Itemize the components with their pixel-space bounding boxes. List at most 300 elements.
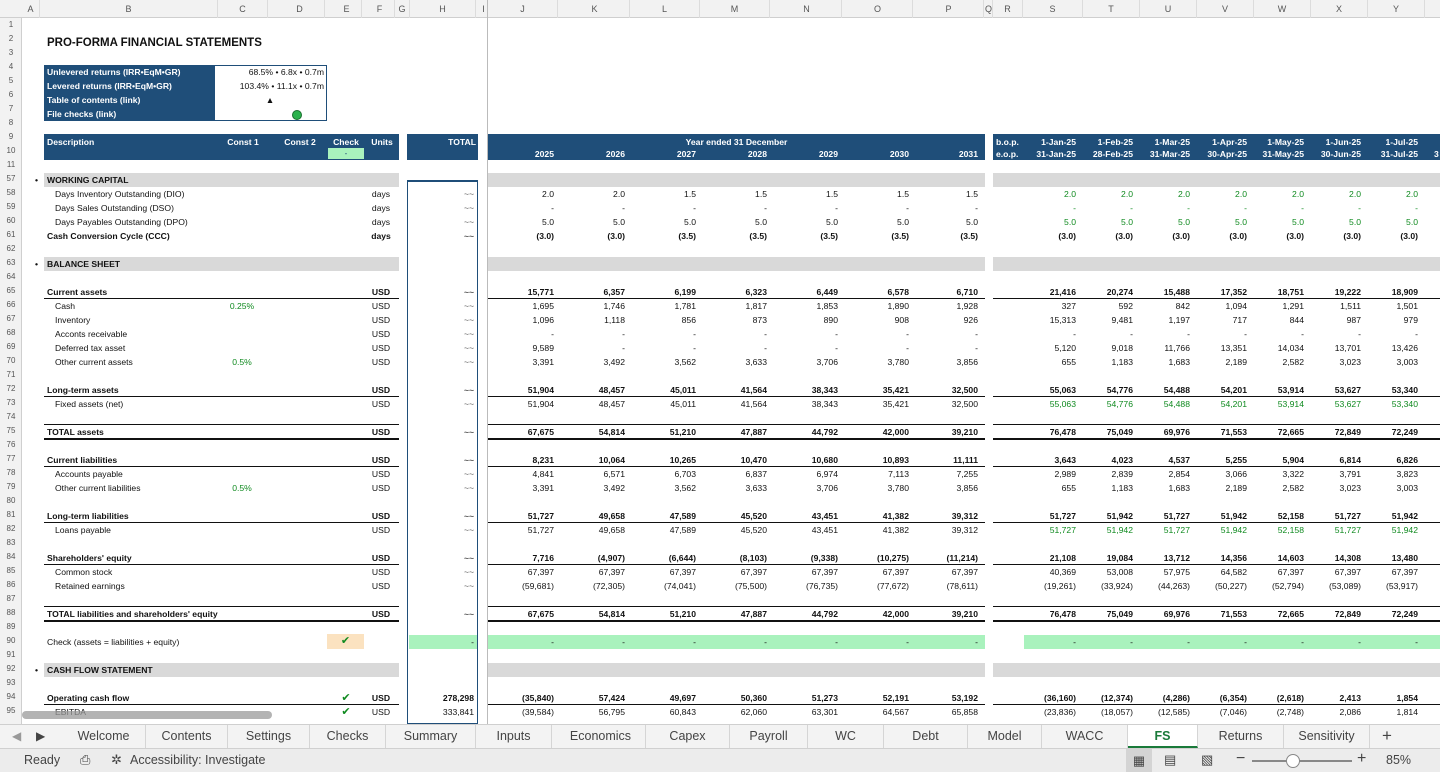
- month-value[interactable]: 18,909: [1391, 287, 1418, 297]
- month-value[interactable]: 979: [1403, 315, 1418, 325]
- year-value[interactable]: 56,795: [598, 707, 625, 717]
- month-value[interactable]: 5.0: [1064, 217, 1076, 227]
- year-value[interactable]: 1,781: [674, 301, 696, 311]
- line-item-label[interactable]: Cash: [55, 301, 76, 311]
- year-value[interactable]: 1,746: [603, 301, 625, 311]
- year-value[interactable]: -: [622, 203, 625, 213]
- year-value[interactable]: 890: [823, 315, 838, 325]
- tab-model[interactable]: Model: [968, 725, 1042, 748]
- file-checks-status-icon[interactable]: [292, 110, 302, 120]
- year-value[interactable]: 67,397: [811, 567, 838, 577]
- year-value[interactable]: 45,520: [740, 511, 767, 521]
- const1-value[interactable]: 0.5%: [232, 357, 252, 367]
- month-value[interactable]: (53,917): [1385, 581, 1418, 591]
- month-value[interactable]: 75,049: [1106, 427, 1133, 437]
- month-value[interactable]: 55,063: [1049, 385, 1076, 395]
- tab-sensitivity[interactable]: Sensitivity: [1284, 725, 1370, 748]
- line-item-label[interactable]: Deferred tax asset: [55, 343, 126, 353]
- row-number[interactable]: 66: [6, 300, 16, 309]
- tab-inputs[interactable]: Inputs: [476, 725, 552, 748]
- section-total-label[interactable]: Long-term liabilities: [47, 511, 129, 521]
- year-value[interactable]: 6,449: [816, 287, 838, 297]
- year-value[interactable]: 6,323: [745, 287, 767, 297]
- month-value[interactable]: -: [1301, 203, 1304, 213]
- column-header[interactable]: G: [395, 0, 410, 18]
- month-value[interactable]: 76,478: [1049, 609, 1076, 619]
- row-number[interactable]: 83: [6, 538, 16, 547]
- total-cell[interactable]: ~~: [463, 469, 474, 479]
- line-item-label[interactable]: Acconts receivable: [55, 329, 128, 339]
- row-number[interactable]: 59: [6, 202, 16, 211]
- section-total-label[interactable]: Shareholders' equity: [47, 553, 132, 563]
- year-value[interactable]: (3.5): [678, 231, 696, 241]
- month-value[interactable]: (2,618): [1276, 693, 1304, 703]
- year-value[interactable]: 5.0: [826, 217, 838, 227]
- year-value[interactable]: -: [975, 329, 978, 339]
- row-number[interactable]: 85: [6, 566, 16, 575]
- column-header[interactable]: R: [993, 0, 1023, 18]
- row-number[interactable]: 7: [8, 104, 14, 113]
- month-value[interactable]: 21,416: [1049, 287, 1076, 297]
- header-const2[interactable]: Const 2: [284, 137, 316, 147]
- month-value[interactable]: 76,478: [1049, 427, 1076, 437]
- zoom-level[interactable]: 85%: [1386, 753, 1412, 767]
- year-value[interactable]: (8,103): [739, 553, 767, 563]
- year-value[interactable]: (3.5): [820, 231, 838, 241]
- tab-checks[interactable]: Checks: [310, 725, 386, 748]
- month-value[interactable]: 51,727: [1049, 511, 1076, 521]
- month-value[interactable]: (3.0): [1172, 231, 1190, 241]
- total-cell[interactable]: ~~: [463, 357, 474, 367]
- total-cell[interactable]: ~~: [463, 455, 474, 465]
- year-value[interactable]: 5.0: [613, 217, 625, 227]
- row-number[interactable]: 84: [6, 552, 16, 561]
- month-value[interactable]: 53,914: [1277, 385, 1304, 395]
- year-value[interactable]: 7,113: [888, 469, 909, 479]
- row-number[interactable]: 64: [6, 272, 16, 281]
- section-total-label[interactable]: Check (assets = liabilities + equity): [47, 637, 180, 647]
- check-ok-cell[interactable]: ✔: [327, 634, 364, 649]
- month-value[interactable]: 13,701: [1334, 343, 1361, 353]
- year-value[interactable]: (59,681): [521, 581, 554, 591]
- month-value[interactable]: 3,823: [1396, 469, 1418, 479]
- year-value[interactable]: (11,214): [946, 553, 978, 563]
- const1-value[interactable]: 0.25%: [229, 301, 255, 311]
- month-value[interactable]: -: [1301, 637, 1304, 647]
- section-title[interactable]: CASH FLOW STATEMENT: [47, 665, 153, 675]
- units-cell[interactable]: days: [371, 217, 391, 227]
- row-number[interactable]: 80: [6, 496, 16, 505]
- tab-fs[interactable]: FS: [1128, 725, 1198, 748]
- total-cell[interactable]: ~~: [463, 553, 474, 563]
- month-value[interactable]: (7,046): [1219, 707, 1247, 717]
- total-cell[interactable]: ~~: [463, 217, 474, 227]
- month-value[interactable]: 1,197: [1168, 315, 1190, 325]
- row-number[interactable]: 68: [6, 328, 16, 337]
- year-value[interactable]: -: [693, 637, 696, 647]
- tab-settings[interactable]: Settings: [228, 725, 310, 748]
- year-value[interactable]: 3,391: [532, 357, 554, 367]
- month-value[interactable]: -: [1415, 203, 1418, 213]
- year-value[interactable]: (10,275): [876, 553, 909, 563]
- month-value[interactable]: -: [1358, 637, 1361, 647]
- year-value[interactable]: 10,470: [740, 455, 767, 465]
- month-value[interactable]: 69,976: [1163, 609, 1190, 619]
- year-value[interactable]: 45,520: [740, 525, 767, 535]
- month-value[interactable]: 14,356: [1220, 553, 1247, 563]
- month-value[interactable]: (33,924): [1100, 581, 1133, 591]
- header-month-end[interactable]: 28-Feb-25: [1092, 149, 1133, 159]
- year-value[interactable]: (3.5): [749, 231, 767, 241]
- header-bop[interactable]: b.o.p.: [996, 137, 1019, 147]
- year-value[interactable]: 51,210: [669, 609, 696, 619]
- section-total-label[interactable]: Cash Conversion Cycle (CCC): [47, 231, 170, 241]
- year-value[interactable]: 6,571: [603, 469, 625, 479]
- section-total-label[interactable]: TOTAL liabilities and shareholders' equity: [47, 609, 218, 619]
- units-cell[interactable]: USD: [371, 567, 391, 577]
- year-value[interactable]: 3,633: [745, 483, 767, 493]
- horizontal-scrollbar[interactable]: [22, 711, 272, 719]
- month-value[interactable]: 6,814: [1339, 455, 1361, 465]
- total-cell[interactable]: ~~: [463, 399, 474, 409]
- month-value[interactable]: 55,063: [1049, 399, 1076, 409]
- year-value[interactable]: 15,771: [527, 287, 554, 297]
- year-value[interactable]: 5.0: [897, 217, 909, 227]
- year-value[interactable]: 41,564: [740, 399, 767, 409]
- header-month-start[interactable]: 1-Apr-25: [1212, 137, 1247, 147]
- year-value[interactable]: -: [693, 329, 696, 339]
- zoom-in-icon[interactable]: +: [1357, 750, 1367, 767]
- row-number[interactable]: 72: [6, 384, 16, 393]
- year-value[interactable]: 41,382: [882, 525, 909, 535]
- year-value[interactable]: 6,357: [603, 287, 625, 297]
- tab-debt[interactable]: Debt: [884, 725, 968, 748]
- column-header[interactable]: N: [772, 0, 842, 18]
- year-value[interactable]: 45,011: [670, 385, 696, 395]
- units-cell[interactable]: USD: [371, 693, 391, 703]
- toc-returns-label[interactable]: Table of contents (link): [47, 95, 141, 105]
- line-item-label[interactable]: Loans payable: [55, 525, 111, 535]
- month-value[interactable]: 19,222: [1334, 287, 1361, 297]
- row-number[interactable]: 4: [8, 62, 14, 71]
- year-value[interactable]: 5.0: [755, 217, 767, 227]
- month-value[interactable]: 655: [1061, 483, 1076, 493]
- month-value[interactable]: 2.0: [1349, 189, 1361, 199]
- month-value[interactable]: 72,249: [1391, 609, 1418, 619]
- line-item-label[interactable]: Days Inventory Outstanding (DIO): [55, 189, 185, 199]
- units-cell[interactable]: days: [371, 189, 391, 199]
- year-value[interactable]: 57,424: [598, 693, 625, 703]
- row-number[interactable]: 62: [6, 244, 16, 253]
- month-value[interactable]: -: [1130, 203, 1133, 213]
- year-value[interactable]: 2.0: [542, 189, 554, 199]
- column-header[interactable]: H: [410, 0, 476, 18]
- row-number[interactable]: 10: [6, 146, 16, 155]
- month-value[interactable]: 67,397: [1334, 567, 1361, 577]
- month-value[interactable]: 57,975: [1163, 567, 1190, 577]
- year-value[interactable]: 62,060: [740, 707, 767, 717]
- header-year-2027[interactable]: 2027: [676, 149, 696, 159]
- total-cell[interactable]: ~~: [463, 609, 474, 619]
- units-cell[interactable]: days: [371, 231, 391, 241]
- column-header[interactable]: C: [218, 0, 268, 18]
- month-value[interactable]: -: [1244, 203, 1247, 213]
- year-value[interactable]: 67,397: [527, 567, 554, 577]
- month-value[interactable]: 51,942: [1220, 511, 1247, 521]
- accessibility-status[interactable]: Accessibility: Investigate: [130, 753, 266, 767]
- year-value[interactable]: 3,706: [816, 483, 838, 493]
- row-number[interactable]: 61: [6, 230, 16, 239]
- row-number[interactable]: 58: [6, 188, 16, 197]
- month-value[interactable]: (52,794): [1271, 581, 1304, 591]
- month-value[interactable]: (2,748): [1276, 707, 1304, 717]
- header-month-end[interactable]: 30-Apr-25: [1207, 149, 1247, 159]
- month-value[interactable]: 53,627: [1334, 385, 1361, 395]
- header-const1[interactable]: Const 1: [227, 137, 259, 147]
- year-value[interactable]: 1,817: [745, 301, 767, 311]
- month-value[interactable]: 14,603: [1277, 553, 1304, 563]
- month-value[interactable]: -: [1187, 329, 1190, 339]
- row-number[interactable]: 88: [6, 608, 16, 617]
- year-value[interactable]: 48,457: [598, 385, 625, 395]
- row-number[interactable]: 69: [6, 342, 16, 351]
- line-item-label[interactable]: Other current assets: [55, 357, 133, 367]
- month-value[interactable]: 14,308: [1334, 553, 1361, 563]
- zoom-out-icon[interactable]: −: [1236, 750, 1246, 767]
- year-value[interactable]: 1,853: [816, 301, 838, 311]
- month-value[interactable]: 72,665: [1277, 609, 1304, 619]
- year-value[interactable]: 43,451: [811, 525, 838, 535]
- month-value[interactable]: 1,854: [1396, 693, 1418, 703]
- row-number[interactable]: 76: [6, 440, 16, 449]
- year-value[interactable]: 67,675: [527, 427, 554, 437]
- month-value[interactable]: 592: [1118, 301, 1133, 311]
- column-header[interactable]: J: [488, 0, 558, 18]
- tab-wc[interactable]: WC: [808, 725, 884, 748]
- row-number[interactable]: 79: [6, 482, 16, 491]
- page-layout-icon[interactable]: ▤: [1164, 752, 1177, 767]
- month-value[interactable]: 2.0: [1406, 189, 1418, 199]
- year-value[interactable]: -: [551, 203, 554, 213]
- month-value[interactable]: 2.0: [1121, 189, 1133, 199]
- row-number[interactable]: 6: [8, 90, 14, 99]
- year-value[interactable]: 6,199: [674, 287, 696, 297]
- month-value[interactable]: 52,158: [1277, 511, 1304, 521]
- year-value[interactable]: -: [975, 203, 978, 213]
- line-item-label[interactable]: Days Sales Outstanding (DSO): [55, 203, 174, 213]
- year-value[interactable]: -: [693, 343, 696, 353]
- total-cell[interactable]: ~~: [463, 231, 474, 241]
- year-value[interactable]: (35,840): [521, 693, 554, 703]
- units-cell[interactable]: USD: [371, 343, 391, 353]
- month-value[interactable]: 13,712: [1163, 553, 1190, 563]
- year-value[interactable]: 47,589: [669, 511, 696, 521]
- month-value[interactable]: -: [1244, 329, 1247, 339]
- year-value[interactable]: 64,567: [882, 707, 909, 717]
- month-value[interactable]: 20,274: [1106, 287, 1133, 297]
- header-month-start[interactable]: 1-Jul-25: [1385, 137, 1418, 147]
- tab-capex[interactable]: Capex: [646, 725, 730, 748]
- year-value[interactable]: -: [835, 203, 838, 213]
- year-value[interactable]: -: [906, 637, 909, 647]
- year-value[interactable]: 51,904: [527, 399, 554, 409]
- units-cell[interactable]: USD: [371, 357, 391, 367]
- month-value[interactable]: 51,942: [1106, 525, 1133, 535]
- month-value[interactable]: 842: [1175, 301, 1190, 311]
- year-value[interactable]: 51,273: [811, 693, 838, 703]
- year-value[interactable]: 67,675: [527, 609, 554, 619]
- row-number[interactable]: 11: [6, 160, 16, 169]
- year-value[interactable]: -: [906, 203, 909, 213]
- year-value[interactable]: 3,780: [887, 357, 909, 367]
- year-value[interactable]: (4,907): [597, 553, 625, 563]
- year-value[interactable]: 32,500: [951, 385, 978, 395]
- row-number[interactable]: 57: [6, 174, 16, 183]
- month-value[interactable]: 3,023: [1339, 483, 1361, 493]
- year-value[interactable]: 35,421: [882, 385, 909, 395]
- column-header[interactable]: E: [332, 0, 362, 18]
- month-value[interactable]: 53,340: [1391, 385, 1418, 395]
- year-value[interactable]: -: [764, 203, 767, 213]
- year-value[interactable]: 5.0: [542, 217, 554, 227]
- month-value[interactable]: 2,086: [1339, 707, 1361, 717]
- month-value[interactable]: (44,263): [1157, 581, 1190, 591]
- total-cell[interactable]: 333,841: [442, 707, 474, 717]
- year-value[interactable]: 52,191: [882, 693, 909, 703]
- header-description[interactable]: Description: [47, 137, 95, 147]
- total-cell[interactable]: ~~: [463, 189, 474, 199]
- year-value[interactable]: 10,064: [598, 455, 625, 465]
- year-value[interactable]: 1,118: [604, 315, 625, 325]
- header-check[interactable]: Check: [333, 137, 359, 147]
- line-item-label[interactable]: Other current liabilities: [55, 483, 141, 493]
- header-units[interactable]: Units: [371, 137, 393, 147]
- month-value[interactable]: 1,683: [1168, 483, 1190, 493]
- year-value[interactable]: (78,611): [946, 581, 978, 591]
- month-value[interactable]: -: [1073, 329, 1076, 339]
- year-value[interactable]: 1.5: [897, 189, 909, 199]
- year-value[interactable]: -: [622, 329, 625, 339]
- row-number[interactable]: 95: [6, 706, 16, 715]
- month-value[interactable]: 54,488: [1163, 399, 1190, 409]
- month-value[interactable]: 21,108: [1049, 553, 1076, 563]
- month-value[interactable]: (36,160): [1043, 693, 1076, 703]
- line-item-label[interactable]: Days Payables Outstanding (DPO): [55, 217, 188, 227]
- row-number[interactable]: 3: [8, 48, 14, 57]
- year-value[interactable]: 4,841: [532, 469, 554, 479]
- line-item-label[interactable]: Common stock: [55, 567, 113, 577]
- units-cell[interactable]: USD: [371, 399, 391, 409]
- macro-record-icon[interactable]: ⎙: [80, 752, 91, 767]
- month-value[interactable]: 3,003: [1396, 483, 1418, 493]
- levered-value[interactable]: 103.4% • 11.1x • 0.7m: [239, 81, 324, 91]
- year-value[interactable]: (72,305): [592, 581, 625, 591]
- units-cell[interactable]: USD: [371, 469, 391, 479]
- column-header[interactable]: V: [1197, 0, 1254, 18]
- year-value[interactable]: 6,703: [674, 469, 696, 479]
- column-header[interactable]: F: [365, 0, 395, 18]
- month-value[interactable]: 2,582: [1282, 483, 1304, 493]
- month-value[interactable]: 2,189: [1225, 357, 1247, 367]
- month-value[interactable]: 2,854: [1168, 469, 1190, 479]
- header-month-start[interactable]: 1-May-25: [1267, 137, 1304, 147]
- month-value[interactable]: 72,665: [1277, 427, 1304, 437]
- year-value[interactable]: 49,658: [598, 525, 625, 535]
- tab-welcome[interactable]: Welcome: [62, 725, 146, 748]
- month-value[interactable]: 54,488: [1163, 385, 1190, 395]
- year-value[interactable]: 51,727: [527, 511, 554, 521]
- year-value[interactable]: 35,421: [882, 399, 909, 409]
- row-number[interactable]: 65: [6, 286, 16, 295]
- units-cell[interactable]: USD: [371, 511, 391, 521]
- toc-value[interactable]: ▲: [265, 95, 275, 105]
- year-value[interactable]: 7,716: [532, 553, 554, 563]
- sheet-title[interactable]: PRO-FORMA FINANCIAL STATEMENTS: [47, 37, 262, 49]
- zoom-slider[interactable]: [1252, 760, 1352, 762]
- year-value[interactable]: 65,858: [951, 707, 978, 717]
- check-status-cell[interactable]: -: [328, 148, 364, 159]
- month-value[interactable]: -: [1415, 329, 1418, 339]
- row-number[interactable]: 70: [6, 356, 16, 365]
- year-value[interactable]: 43,451: [811, 511, 838, 521]
- month-value[interactable]: 69,976: [1163, 427, 1190, 437]
- month-value[interactable]: 2,989: [1054, 469, 1076, 479]
- line-item-label[interactable]: Fixed assets (net): [55, 399, 124, 409]
- year-value[interactable]: 44,792: [811, 609, 838, 619]
- units-cell[interactable]: USD: [371, 329, 391, 339]
- year-value[interactable]: (75,500): [734, 581, 767, 591]
- year-value[interactable]: -: [551, 329, 554, 339]
- year-value[interactable]: 39,210: [951, 427, 978, 437]
- month-value[interactable]: 67,397: [1391, 567, 1418, 577]
- month-value[interactable]: 3,023: [1339, 357, 1361, 367]
- month-value[interactable]: 51,727: [1334, 511, 1361, 521]
- row-number[interactable]: 9: [8, 132, 14, 141]
- year-value[interactable]: -: [693, 203, 696, 213]
- month-value[interactable]: 5.0: [1178, 217, 1190, 227]
- month-value[interactable]: (50,227): [1214, 581, 1247, 591]
- column-header[interactable]: U: [1140, 0, 1197, 18]
- line-item-label[interactable]: Accounts payable: [55, 469, 123, 479]
- tab-wacc[interactable]: WACC: [1042, 725, 1128, 748]
- month-value[interactable]: 5,255: [1225, 455, 1247, 465]
- total-cell[interactable]: ~~: [463, 511, 474, 521]
- month-value[interactable]: 5,120: [1054, 343, 1076, 353]
- year-value[interactable]: (76,735): [805, 581, 838, 591]
- month-value[interactable]: 72,849: [1334, 427, 1361, 437]
- month-value[interactable]: (12,585): [1157, 707, 1190, 717]
- year-value[interactable]: 39,312: [951, 525, 978, 535]
- year-value[interactable]: 1,928: [956, 301, 978, 311]
- header-month-start[interactable]: 1-Jan-25: [1041, 137, 1076, 147]
- month-value[interactable]: 4,537: [1168, 455, 1190, 465]
- month-value[interactable]: 2.0: [1292, 189, 1304, 199]
- column-header[interactable]: L: [630, 0, 700, 18]
- month-value[interactable]: 3,643: [1054, 455, 1076, 465]
- row-number[interactable]: 67: [6, 314, 16, 323]
- month-value[interactable]: 13,480: [1391, 553, 1418, 563]
- month-value[interactable]: 2,839: [1111, 469, 1133, 479]
- month-value[interactable]: (3.0): [1058, 231, 1076, 241]
- year-value[interactable]: 50,360: [740, 693, 767, 703]
- year-value[interactable]: -: [764, 637, 767, 647]
- year-value[interactable]: 45,011: [670, 399, 696, 409]
- month-value[interactable]: 3,791: [1339, 469, 1361, 479]
- month-value[interactable]: 5.0: [1349, 217, 1361, 227]
- units-cell[interactable]: USD: [371, 427, 391, 437]
- year-value[interactable]: 54,814: [598, 609, 625, 619]
- month-value[interactable]: 844: [1289, 315, 1304, 325]
